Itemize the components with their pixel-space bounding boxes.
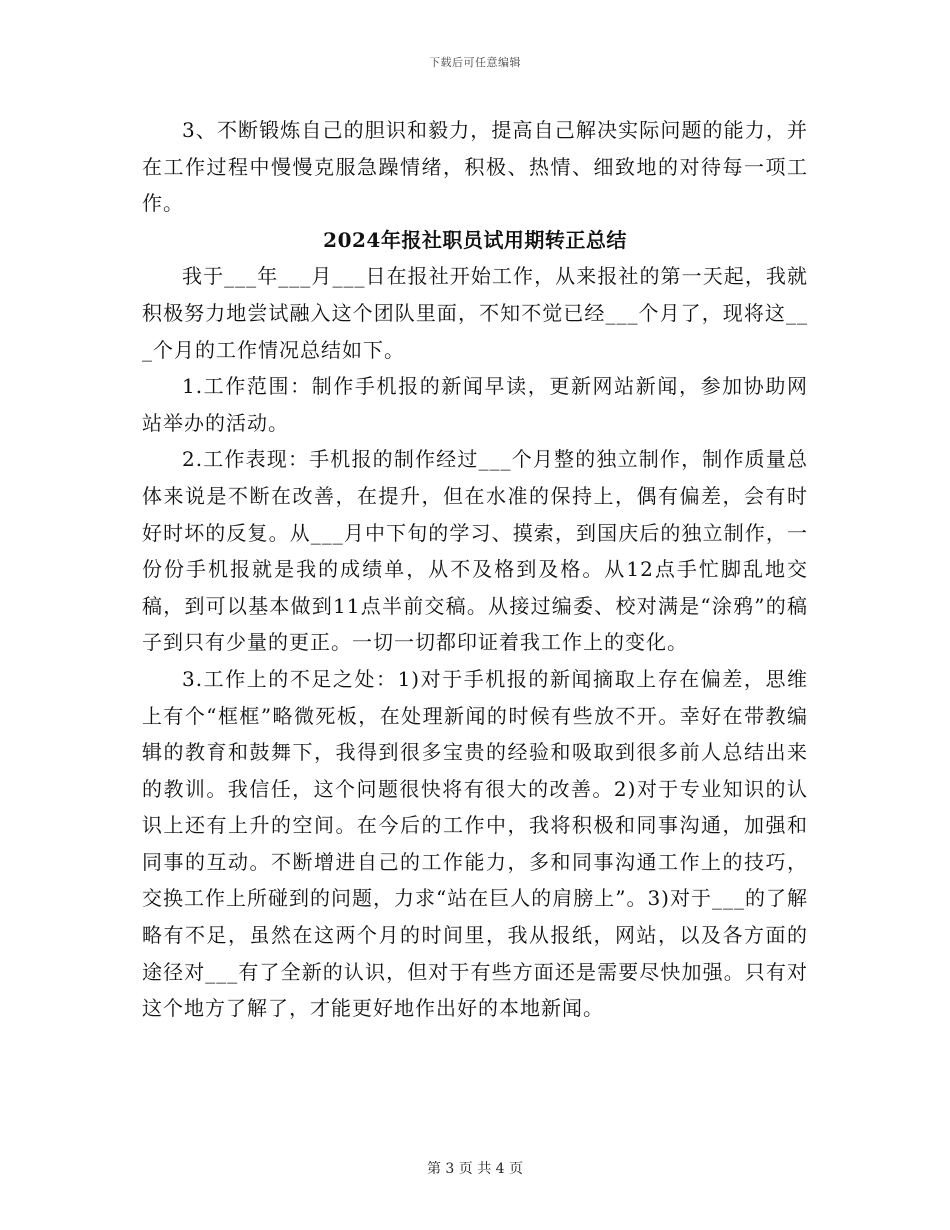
paragraph-4: 2.工作表现：手机报的制作经过___个月整的独立制作，制作质量总体来说是不断在改善，在提升，但在水准的保持上，偶有偏差，会有时好时坏的反复。从___月中下旬的学习、摸索，到国庆后的独立制作，一份份手机报就是我的成绩单，从不及格到及格。从12点手忙脚乱地交稿，到可以基本做到11点半前交稿。从接过编委、校对满是“涂鸦”的稿子到只有少量的更正。一切一切都印证着我工作上的变化。: [142, 447, 808, 655]
paragraph-1: 3、不断锻炼自己的胆识和毅力，提高自己解决实际问题的能力，并在工作过程中慢慢克服急躁情绪，积极、热情、细致地的对待每一项工作。: [142, 118, 808, 216]
page-header: 下载后可任意编辑: [429, 56, 521, 69]
paragraph-2: 我于___年___月___日在报社开始工作，从来报社的第一天起，我就积极努力地尝试融入这个团队里面，不知不觉已经___个月了，现将这___个月的工作情况总结如下。: [142, 264, 808, 362]
paragraph-3: 1.工作范围：制作手机报的新闻早读，更新网站新闻，参加协助网站举办的活动。: [142, 374, 808, 435]
page-footer: 第 3 页 共 4 页: [426, 1161, 524, 1177]
paragraph-5: 3.工作上的不足之处：1)对于手机报的新闻摘取上存在偏差，思维上有个“框框”略微死板，在处理新闻的时候有些放不开。幸好在带教编辑的教育和鼓舞下，我得到很多宝贵的经验和吸取到很多前人总结出来的教训。我信任，这个问题很快将有很大的改善。2)对于专业知识的认识上还有上升的空间。在今后的工作中，我将积极和同事沟通，加强和同事的互动。不断增进自己的工作能力，多和同事沟通工作上的技巧，交换工作上所碰到的问题，力求“站在巨人的肩膀上”。3)对于___的了解略有不足，虽然在这两个月的时间里，我从报纸，网站，以及各方面的途径对___有了全新的认识，但对于有些方面还是需要尽快加强。只有对这个地方了解了，才能更好地作出好的本地新闻。: [142, 666, 808, 1021]
document-body: [142, 112, 808, 1027]
document-title: 2024年报社职员试用期转正总结: [323, 227, 627, 252]
